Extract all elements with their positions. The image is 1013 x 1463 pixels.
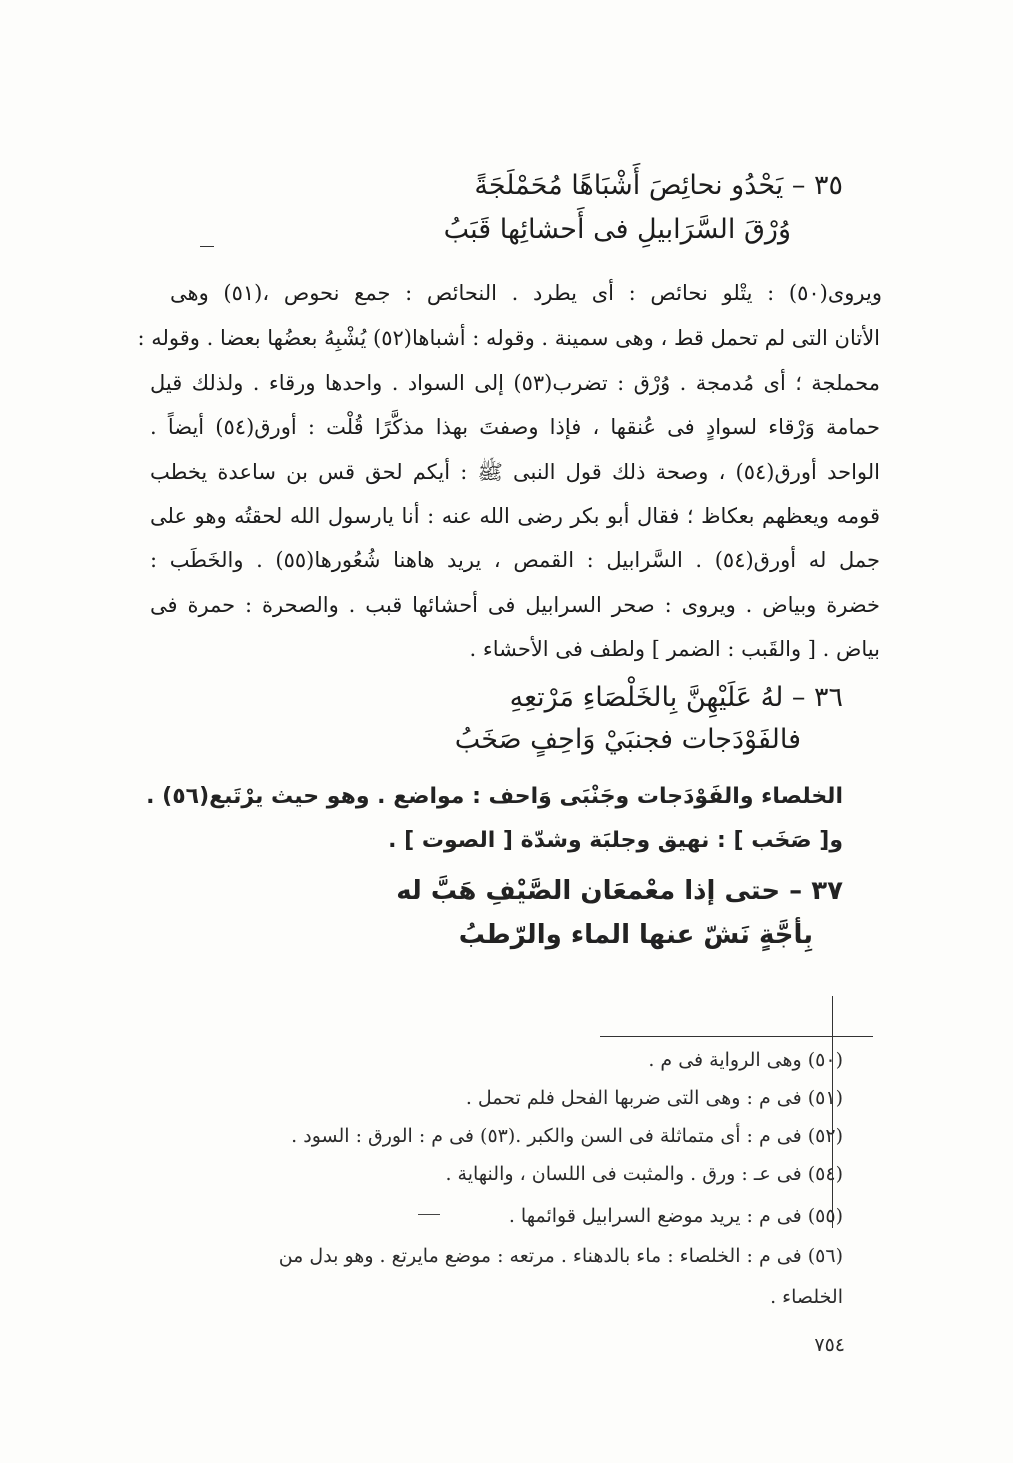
commentary-line: خضرة وبياض . ويروى : صحر السرابيل فى أحشائها قبب . والصحرة : حمرة فى (150, 593, 880, 617)
footnote-margin-line (832, 996, 833, 1228)
commentary-line: محملجة ؛ أى مُدمجة . وُرْق : تضرب(٥٣) إلى السواد . واحدها ورقاء . ولذلك قيل (150, 371, 880, 395)
commentary-line: حمامة وَرْقاء لسوادٍ فى عُنقها ، فإذا وصفتَ بهذا مذكَّرًا قُلْت : أورق(٥٤) أيضاً . (150, 415, 880, 439)
footnote-51: (٥١) فى م : وهى التى ضربها الفحل فلم تحمل . (465, 1087, 843, 1109)
verse-36-line-2: فالفَوْدَجات فجنبَيْ وَاحِفٍ صَخَبُ (454, 724, 801, 755)
commentary-line: الواحد أورق(٥٤) ، وصحة ذلك قول النبى ﷺ : أيكم لحق قس بن ساعدة يخطب (150, 460, 880, 484)
verse-35-line-2: وُرْقَ السَّرَابيلِ فى أَحشائِها قَبَبُ (443, 214, 791, 245)
footnote-mark (418, 1214, 440, 1215)
commentary-line: الأتان التى لم تحمل قط ، وهى سمينة . وقوله : أشباها(٥٢) يُشْبِهُ بعضُها بعضا . وقوله : (137, 326, 880, 350)
verse-35-line-1: ٣٥ – يَحْدُو نحائِصَ أَشْبَاهًا مُحَمْلَجَةً (474, 170, 843, 201)
commentary-line: قومه ويعظهم بعكاظ ؛ فقال أبو بكر رضى الله عنه : أنا يارسول الله لحقتُه وهو على (150, 504, 880, 528)
page-number: ٧٥٤ (814, 1334, 845, 1356)
footnote-56: (٥٦) فى م : الخلصاء : ماء بالدهناء . مرتعه : موضع مايرتع . وهو بدل من (278, 1245, 843, 1267)
footnote-52: (٥٢) فى م : أى متماثلة فى السن والكبر .(٥٣) فى م : الورق : السود . (291, 1125, 843, 1147)
verse-37-line-2: بِأجَّةٍ نَشّ عنها الماء والرّطبُ (458, 920, 813, 950)
footnote-54: (٥٤) فى عـ : ورق . والمثبت فى اللسان ، والنهاية . (445, 1163, 843, 1185)
footnote-56-continued: الخلصاء . (770, 1286, 843, 1308)
verse-mark (200, 246, 214, 247)
commentary-line: ويروى(٥٠) : يتْلو نحائص : أى يطرد . النحائص : جمع نحوص ،(٥١) وهى (170, 281, 882, 305)
footnote-55: (٥٥) فى م : يريد موضع السرابيل قوائمها . (508, 1205, 843, 1227)
verse-36-line-1: ٣٦ – لهُ عَلَيْهِنَّ بِالخَلْصَاءِ مَرْتعِهِ (509, 682, 843, 713)
annotation-line-2: و[ صَخَب ] : نهيق وجلبَة وشدّة [ الصوت ] . (388, 828, 843, 853)
commentary-line: جمل له أورق(٥٤) . السَّرابيل : القمص ، يريد هاهنا شُعُورها(٥٥) . والخَطَب : (150, 548, 880, 572)
verse-37-line-1: ٣٧ – حتى إذا معْمعَان الصَّيْفِ هَبَّ له (396, 876, 843, 906)
commentary-line: بياض . [ والقَبب : الضمر ] ولطف فى الأحشاء . (469, 637, 880, 661)
footnote-50: (٥٠) وهى الرواية فى م . (648, 1049, 843, 1071)
annotation-line-1: الخلصاء والفَوْدَجات وجَنْبَى وَاحف : مواضع . وهو حيث يرْتَبع(٥٦) . (146, 784, 843, 809)
